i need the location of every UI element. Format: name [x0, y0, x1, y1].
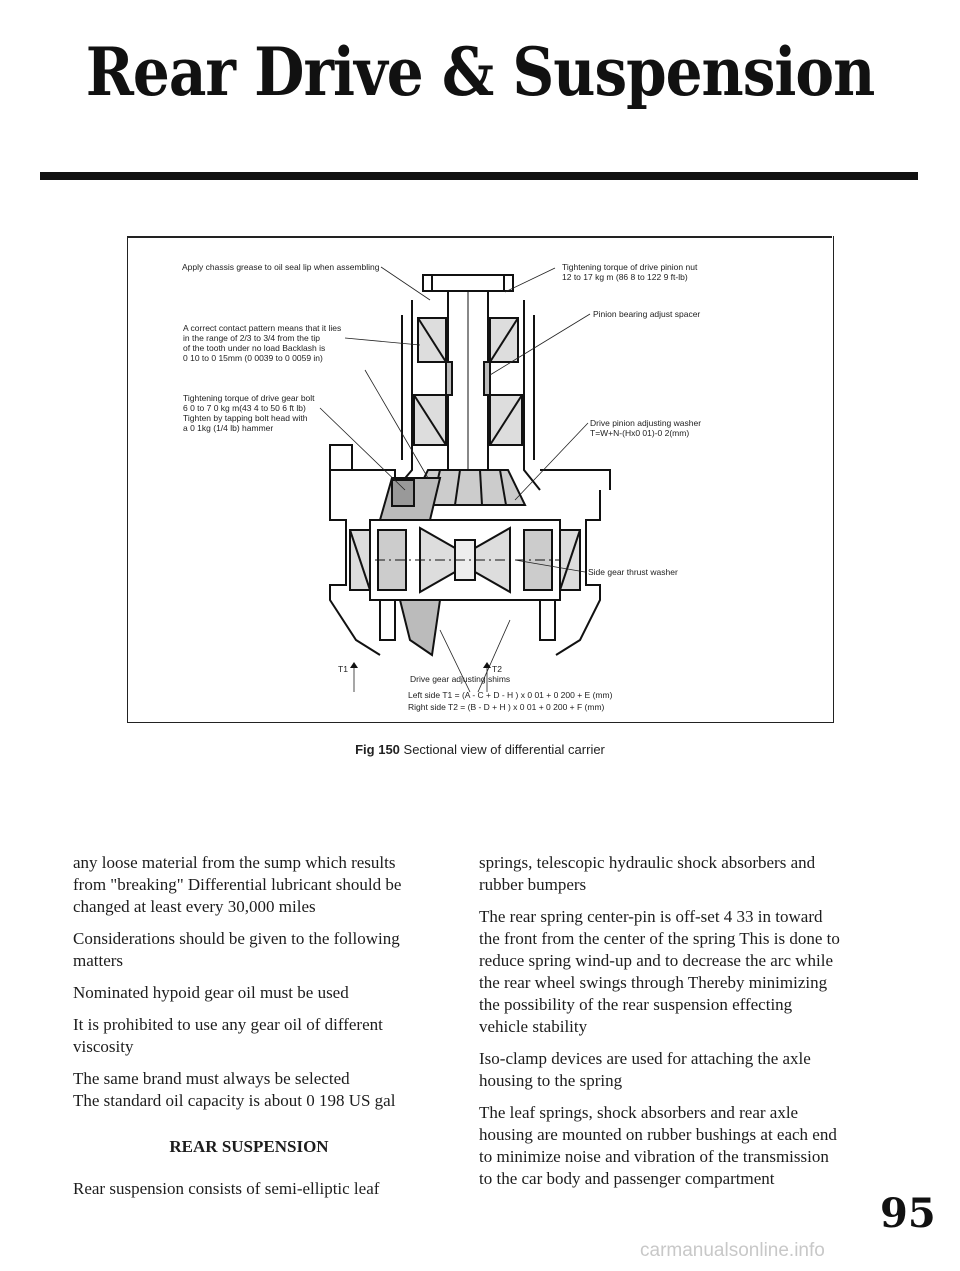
label-left-formula: Left side T1 = (A - C + D - H ) x 0 01 + 0 200 + E (mm) — [408, 690, 613, 700]
label-contact-pattern — [183, 323, 383, 363]
watermark: carmanualsonline.info — [640, 1240, 825, 1261]
label-gear-bolt — [183, 393, 383, 433]
label-t1: T1 — [338, 664, 348, 674]
paragraph: springs, telescopic hydraulic shock absorbers and rubber bumpers — [479, 853, 816, 894]
right-column — [479, 852, 841, 1200]
paragraph: It is prohibited to use any gear oil of different viscosity — [73, 1015, 383, 1056]
label-contact-pattern-line: in the range of 2/3 to 3/4 from the tip — [183, 333, 321, 343]
label-right-formula: Right side T2 = (B - D + H ) x 0 01 + 0 200 + F (mm) — [408, 702, 605, 712]
page-number: 95 — [880, 1190, 936, 1237]
label-thrust-washer: Side gear thrust washer — [588, 567, 678, 577]
paragraph: The leaf springs, shock absorbers and rear axle housing are mounted on rubber bushings at each end to minimize noise and vibration of the transmission to the car body and passenger compartment — [479, 1103, 837, 1188]
label-pinion-nut-line: 12 to 17 kg m (86 8 to 122 9 ft-lb) — [562, 272, 688, 282]
left-column — [73, 852, 425, 1210]
label-pinion-washer-line: T=W+N-(Hx0 01)-0 2(mm) — [590, 428, 690, 438]
paragraph: The same brand must always be selected — [73, 1069, 350, 1088]
paragraph: any loose material from the sump which results from "breaking" Differential lubricant should be changed at least every 30,000 miles — [73, 853, 402, 916]
section-heading: REAR SUSPENSION — [169, 1137, 329, 1156]
figure-caption-number: Fig 150 — [355, 742, 400, 757]
paragraph: Considerations should be given to the following matters — [73, 929, 400, 970]
label-contact-pattern-line: of the tooth under no load Backlash is — [183, 343, 326, 353]
paragraph: Rear suspension consists of semi-elliptic leaf — [73, 1179, 380, 1198]
label-pinion-washer-line: Drive pinion adjusting washer — [590, 418, 702, 428]
label-t2: T2 — [492, 664, 502, 674]
figure-caption — [0, 742, 960, 757]
label-gear-bolt-line: 6 0 to 7 0 kg m(43 4 to 50 6 ft lb) — [183, 403, 306, 413]
label-gear-bolt-line: Tightening torque of drive gear bolt — [183, 393, 315, 403]
label-gear-bolt-line: a 0 1kg (1/4 lb) hammer — [183, 423, 274, 433]
figure-caption-text: Sectional view of differential carrier — [403, 742, 605, 757]
paragraph: The rear spring center-pin is off-set 4 33 in toward the front from the center of the spring This is done to reduce spring wind-up and to decrease the arc while the rear wheel swings through Thereby minimizing the possibility of the rear suspension effecting vehicle stability — [479, 907, 840, 1036]
label-contact-pattern-line: 0 10 to 0 15mm (0 0039 to 0 0059 in) — [183, 353, 323, 363]
label-gear-bolt-line: Tighten by tapping bolt head with — [183, 413, 308, 423]
page-title: Rear Drive & Suspension — [85, 32, 875, 112]
label-pinion-washer — [590, 418, 790, 438]
paragraph: The standard oil capacity is about 0 198 US gal — [73, 1091, 396, 1110]
label-bearing-spacer: Pinion bearing adjust spacer — [593, 309, 701, 319]
paragraph: Nominated hypoid gear oil must be used — [73, 983, 349, 1002]
label-apply-grease: Apply chassis grease to oil seal lip when assembling — [182, 262, 380, 272]
paragraph: Iso-clamp devices are used for attaching the axle housing to the spring — [479, 1049, 811, 1090]
label-adjusting-shims: Drive gear adjusting shims — [410, 674, 511, 684]
label-pinion-nut — [562, 262, 762, 282]
label-contact-pattern-line: A correct contact pattern means that it lies — [183, 323, 342, 333]
label-pinion-nut-line: Tightening torque of drive pinion nut — [562, 262, 698, 272]
